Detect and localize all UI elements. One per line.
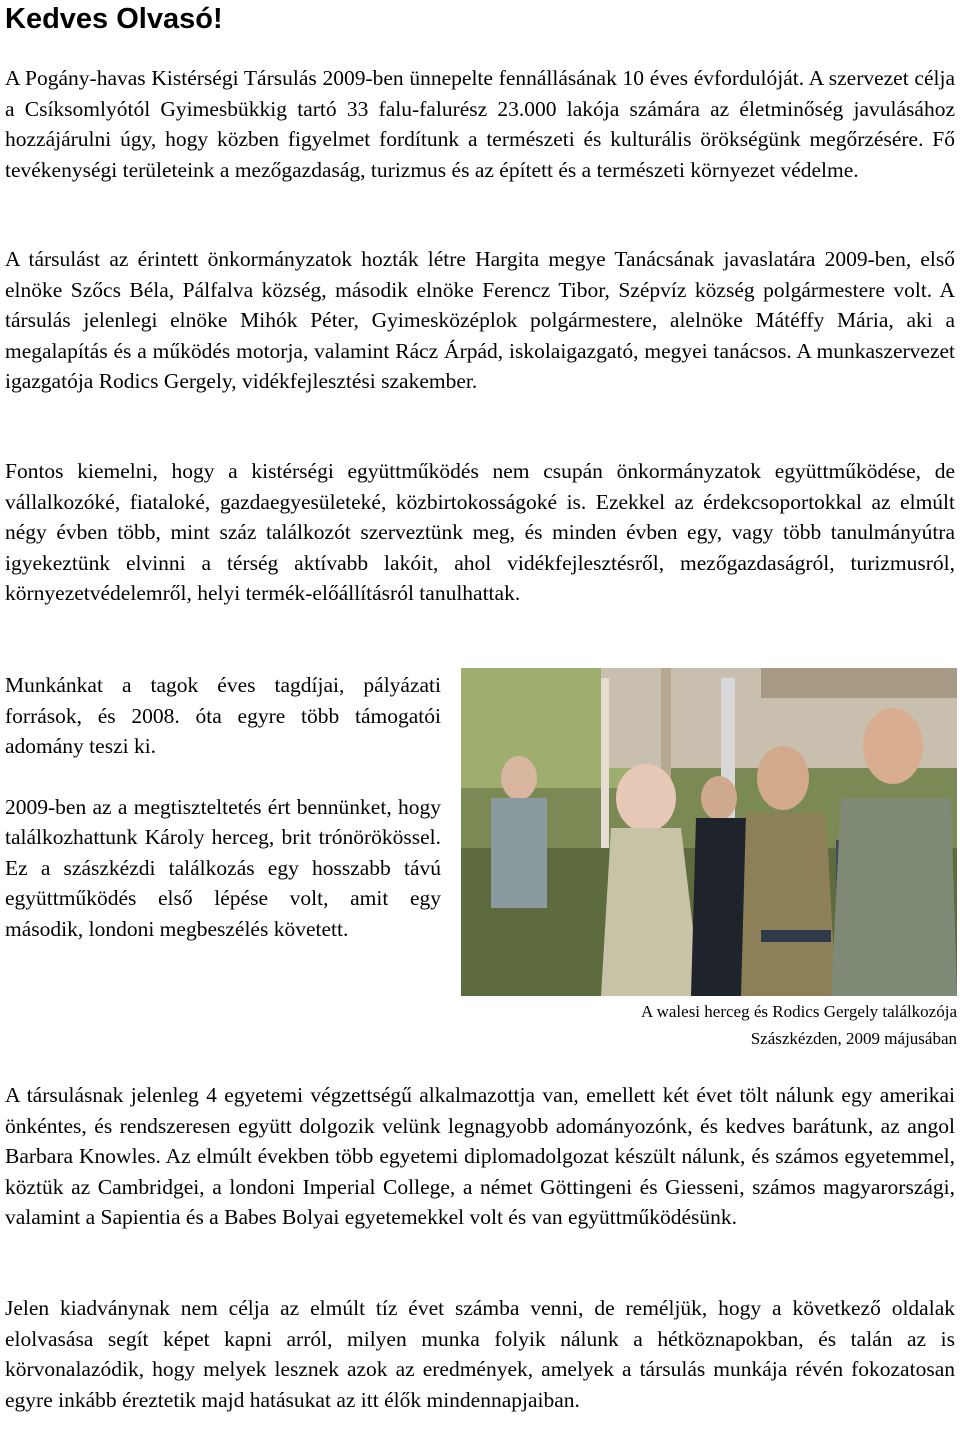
meeting-photo: [461, 668, 957, 996]
paragraph-staff: A társulásnak jelenleg 4 egyetemi végzettségű alkalmazottja van, emellett két évet tölt nálunk egy amerikai önkéntes, és rendszeresen együtt dolgozik velünk legnagyobb adományozónk, és kedves barátunk, az angol Barbara Knowles. Az elmúlt években több egyetemi diplomadolgozat készült nálunk, és számos egyetemmel, köztük az Cambridgei, a londoni Imperial College, a német Göttingeni és Giesseni, számos magyarországi, valamint a Sapientia és a Babes Bolyai egyetemekkel volt és van együttműködésünk.: [5, 1083, 955, 1229]
paragraph-cooperation: Fontos kiemelni, hogy a kistérségi együttműködés nem csupán önkormányzatok együttműködése, de vállalkozóké, fiataloké, gazdaegyesületeké, közbirtokosságoké is. Ezekkel az érdekcsoportokkal az elmúlt négy évben több, mint száz találkozót szerveztünk meg, és minden évben egy, vagy több tanulmányútra igyekeztünk elvinni a térség aktívabb lakóit, ahol vidékfejlesztésről, mezőgazdaságról, turizmusról, környezetvédelemről, helyi termék-előállításról tanulhattak.: [5, 459, 955, 605]
page-heading: Kedves Olvasó!: [5, 3, 223, 35]
caption-line-2: Szászkézden, 2009 májusában: [750, 1029, 957, 1048]
paragraph-funding: Munkánkat a tagok éves tagdíjai, pályázati források, és 2008. óta egyre több támogatói adomány teszi ki.: [5, 673, 441, 758]
paragraph-intro: A Pogány-havas Kistérségi Társulás 2009-ben ünnepelte fennállásának 10 éves évfordulóját. A szervezet célja a Csíksomlyótól Gyimesbükkig tartó 33 falu-falurész 23.000 lakója számára az életminőség javulásához hozzájárulni úgy, hogy közben figyelmet fordítunk a természeti és kulturális örökségünk megőrzésére. Fő tevékenységi területeink a mezőgazdaság, turizmus és az épített és a természeti környezet védelme.: [5, 66, 955, 182]
paragraph-founding: A társulást az érintett önkormányzatok hozták létre Hargita megye Tanácsának javaslatára 2009-ben, első elnöke Szőcs Béla, Pálfalva község, második elnöke Ferencz Tibor, Szépvíz község polgármestere volt. A társulás jelenlegi elnöke Mihók Péter, Gyimesközéplok polgármestere, alelnöke Mátéffy Mária, aki a megalapítás és a működés motorja, valamint Rácz Árpád, iskolaigazgató, megyei tanácsos. A munkaszervezet igazgatója Rodics Gergely, vidékfejlesztési szakember.: [5, 247, 955, 393]
caption-line-1: A walesi herceg és Rodics Gergely találkozója: [641, 1002, 957, 1021]
paragraph-purpose: Jelen kiadványnak nem célja az elmúlt tíz évet számba venni, de reméljük, hogy a következő oldalak elolvasása segít képet kapni arról, milyen munka folyik nálunk a hétköznapokban, és talán az is körvonalazódik, hogy melyek lesznek azok az eredmények, amelyek a társulás munkája révén fokozatosan egyre inkább éreztetik majd hatásukat az itt élők mindennapjaiban.: [5, 1296, 955, 1412]
meeting-photo-illustration: [461, 668, 957, 996]
paragraph-prince: 2009-ben az a megtiszteltetés ért bennünket, hogy találkozhattunk Károly herceg, brit trónörökössel. Ez a szászkézdi találkozás egy hosszabb távú együttműködés első lépése volt, amit egy második, londoni megbeszélés követett.: [5, 794, 441, 941]
side-text-column: [5, 670, 441, 944]
photo-caption: [461, 998, 957, 1052]
